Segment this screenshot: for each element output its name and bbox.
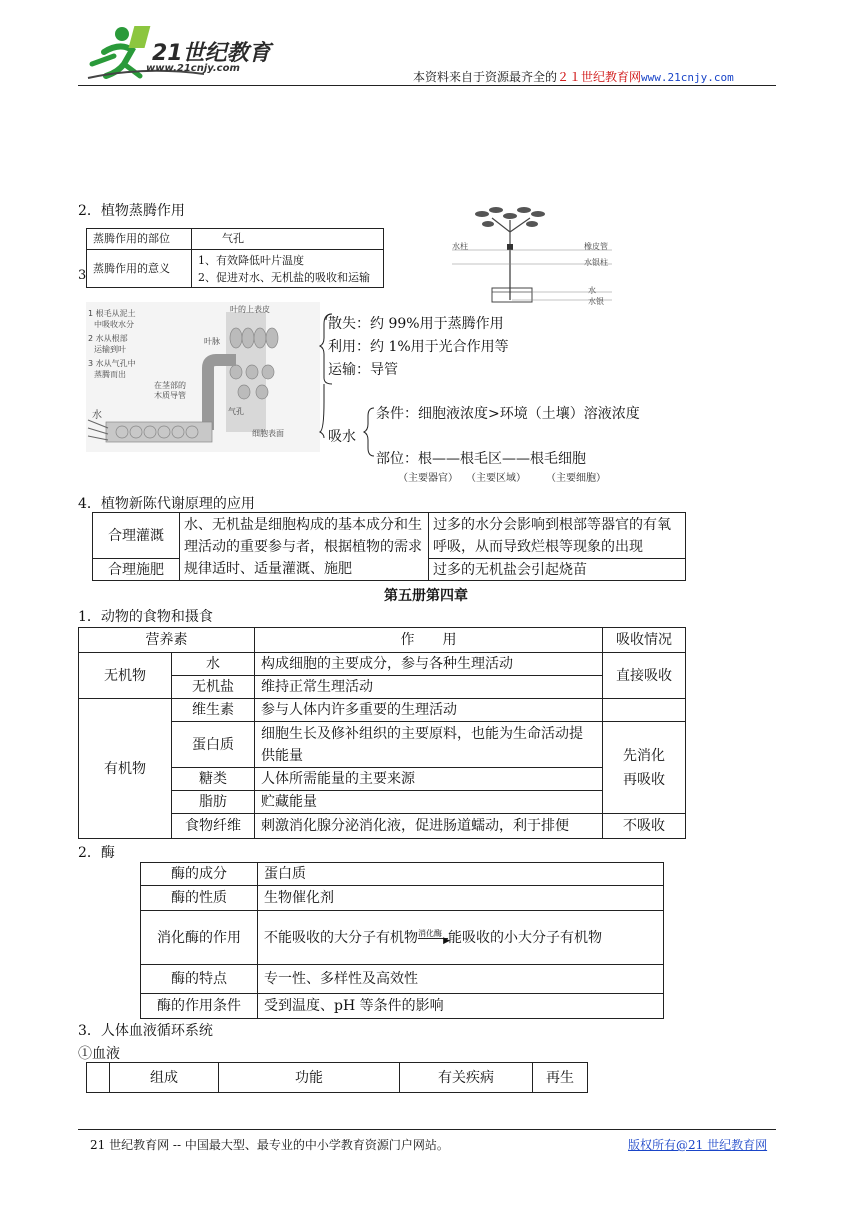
logo-url-text: www.21cnjy.com [146, 63, 240, 74]
cell-value: 过多的无机盐会引起烧苗 [429, 559, 686, 581]
header-divider [78, 85, 776, 86]
section-enzyme-title: 2．酶 [78, 845, 115, 861]
blank-cell [87, 1063, 110, 1093]
stray-number: 3 [78, 268, 87, 283]
enzyme-label: 酶的性质 [141, 886, 258, 911]
blood-table [86, 1062, 588, 1093]
absorption-cell: 直接吸收 [603, 653, 686, 699]
enzyme-value: 受到温度、pH 等条件的影响 [258, 994, 664, 1019]
sub-label: （主要器官） [398, 473, 458, 484]
enzyme-value: 生物催化剂 [258, 886, 664, 911]
chapter-heading: 第五册第四章 [384, 588, 468, 604]
water-loss-text: 散失：约 99%用于蒸腾作用 [328, 316, 504, 332]
header-cell: 营养素 [79, 628, 255, 653]
section-metabolism-title: 4．植物新陈代谢原理的应用 [78, 496, 255, 512]
cell-value: 1、有效降低叶片温度 2、促进对水、无机盐的吸收和运输 [192, 250, 384, 288]
nutrient-name: 食物纤维 [172, 814, 255, 839]
sub-label: （主要细胞） [546, 473, 606, 484]
nutrient-name: 水 [172, 653, 255, 676]
nutrient-effect: 人体所需能量的主要来源 [255, 768, 603, 791]
nutrient-effect: 构成细胞的主要成分，参与各种生理活动 [255, 653, 603, 676]
absorption-cell: 不吸收 [603, 814, 686, 839]
enzyme-label: 酶的特点 [141, 965, 258, 994]
nutrition-table [78, 627, 686, 839]
cell-label: 合理施肥 [93, 559, 180, 581]
cell-value: 过多的水分会影响到根部等器官的有氧呼吸，从而导致烂根等现象的出现 [429, 513, 686, 559]
water-transport-text: 运输：导管 [328, 362, 398, 378]
nutrient-effect: 维持正常生理活动 [255, 676, 603, 699]
arrow-icon: 消化酶 ▶ [418, 929, 450, 946]
logo-main-text: 21世纪教育 [152, 41, 271, 66]
nutrient-effect: 贮藏能量 [255, 791, 603, 814]
absorb-condition-text: 条件：细胞液浓度>环境（土壤）溶液浓度 [376, 406, 640, 422]
header-cell: 作 用 [255, 628, 603, 653]
transpiration-table [86, 228, 384, 288]
absorb-site-text: 部位：根——根毛区——根毛细胞 [376, 451, 586, 467]
header-cell: 吸收情况 [603, 628, 686, 653]
enzyme-label: 消化酶的作用 [141, 911, 258, 965]
category-cell: 有机物 [79, 699, 172, 839]
enzyme-label: 酶的成分 [141, 863, 258, 886]
absorption-cell-empty [603, 699, 686, 722]
section-transpiration-title: 2．植物蒸腾作用 [78, 203, 185, 219]
cell-shared-text: 水、无机盐是细胞构成的基本成分和生理活动的重要参与者，根据植物的需求规律适时、适量灌溉、施肥 [180, 513, 429, 581]
footer-text: 21 世纪教育网 -- 中国最大型、最专业的中小学教育资源门户网站。 [90, 1138, 449, 1152]
header-cell: 功能 [219, 1063, 400, 1093]
cell-value: 气孔 [192, 229, 384, 250]
nutrient-effect: 刺激消化腺分泌消化液，促进肠道蠕动，利于排便 [255, 814, 603, 839]
cell-label: 蒸腾作用的部位 [87, 229, 192, 250]
section-blood-title: 3．人体血液循环系统 [78, 1023, 213, 1039]
transpiration-apparatus-diagram: 水柱 橡皮管 水银柱 水 水银 [452, 204, 622, 312]
enzyme-value: 专一性、多样性及高效性 [258, 965, 664, 994]
header-cell: 再生 [533, 1063, 588, 1093]
nutrient-name: 无机盐 [172, 676, 255, 699]
nutrient-effect: 细胞生长及修补组织的主要原料，也能为生命活动提供能量 [255, 722, 603, 768]
header-cell: 有关疾病 [400, 1063, 533, 1093]
cell-label: 合理灌溉 [93, 513, 180, 559]
cell-label: 蒸腾作用的意义 [87, 250, 192, 288]
sub-label: （主要区域） [466, 473, 526, 484]
nutrient-name: 糖类 [172, 768, 255, 791]
header-cell: 组成 [110, 1063, 219, 1093]
category-cell: 无机物 [79, 653, 172, 699]
nutrient-effect: 参与人体内许多重要的生理活动 [255, 699, 603, 722]
footer-divider [78, 1129, 776, 1130]
enzyme-value: 蛋白质 [258, 863, 664, 886]
section-nutrition-title: 1．动物的食物和摄食 [78, 609, 213, 625]
enzyme-label: 酶的作用条件 [141, 994, 258, 1019]
metabolism-table [92, 512, 686, 581]
nutrient-name: 维生素 [172, 699, 255, 722]
blood-subtitle: ①血液 [78, 1046, 120, 1062]
absorption-cell: 先消化 再吸收 [603, 722, 686, 814]
header-source-text: 本资料来自于资源最齐全的２１世纪教育网www.21cnjy.com [413, 70, 734, 84]
water-use-text: 利用：约 1%用于光合作用等 [328, 339, 509, 355]
nutrient-name: 蛋白质 [172, 722, 255, 768]
enzyme-table [140, 862, 664, 1019]
nutrient-name: 脂肪 [172, 791, 255, 814]
plant-water-diagram: 1 根毛从泥土 中吸收水分 2 水从根部 运输到叶 3 水从气孔中 蒸腾而出 叶的上表皮 叶脉 在茎部的 木质导管 水 气孔 细胞表面 [86, 302, 320, 452]
enzyme-value: 不能吸收的大分子有机物 消化酶 ▶ 能吸收的小大分子有机物 [258, 911, 664, 965]
footer-copyright-link[interactable]: 版权所有@21 世纪教育网 [628, 1138, 768, 1152]
water-absorb-text: 吸水 [328, 429, 356, 445]
header-link[interactable]: www.21cnjy.com [641, 71, 734, 84]
